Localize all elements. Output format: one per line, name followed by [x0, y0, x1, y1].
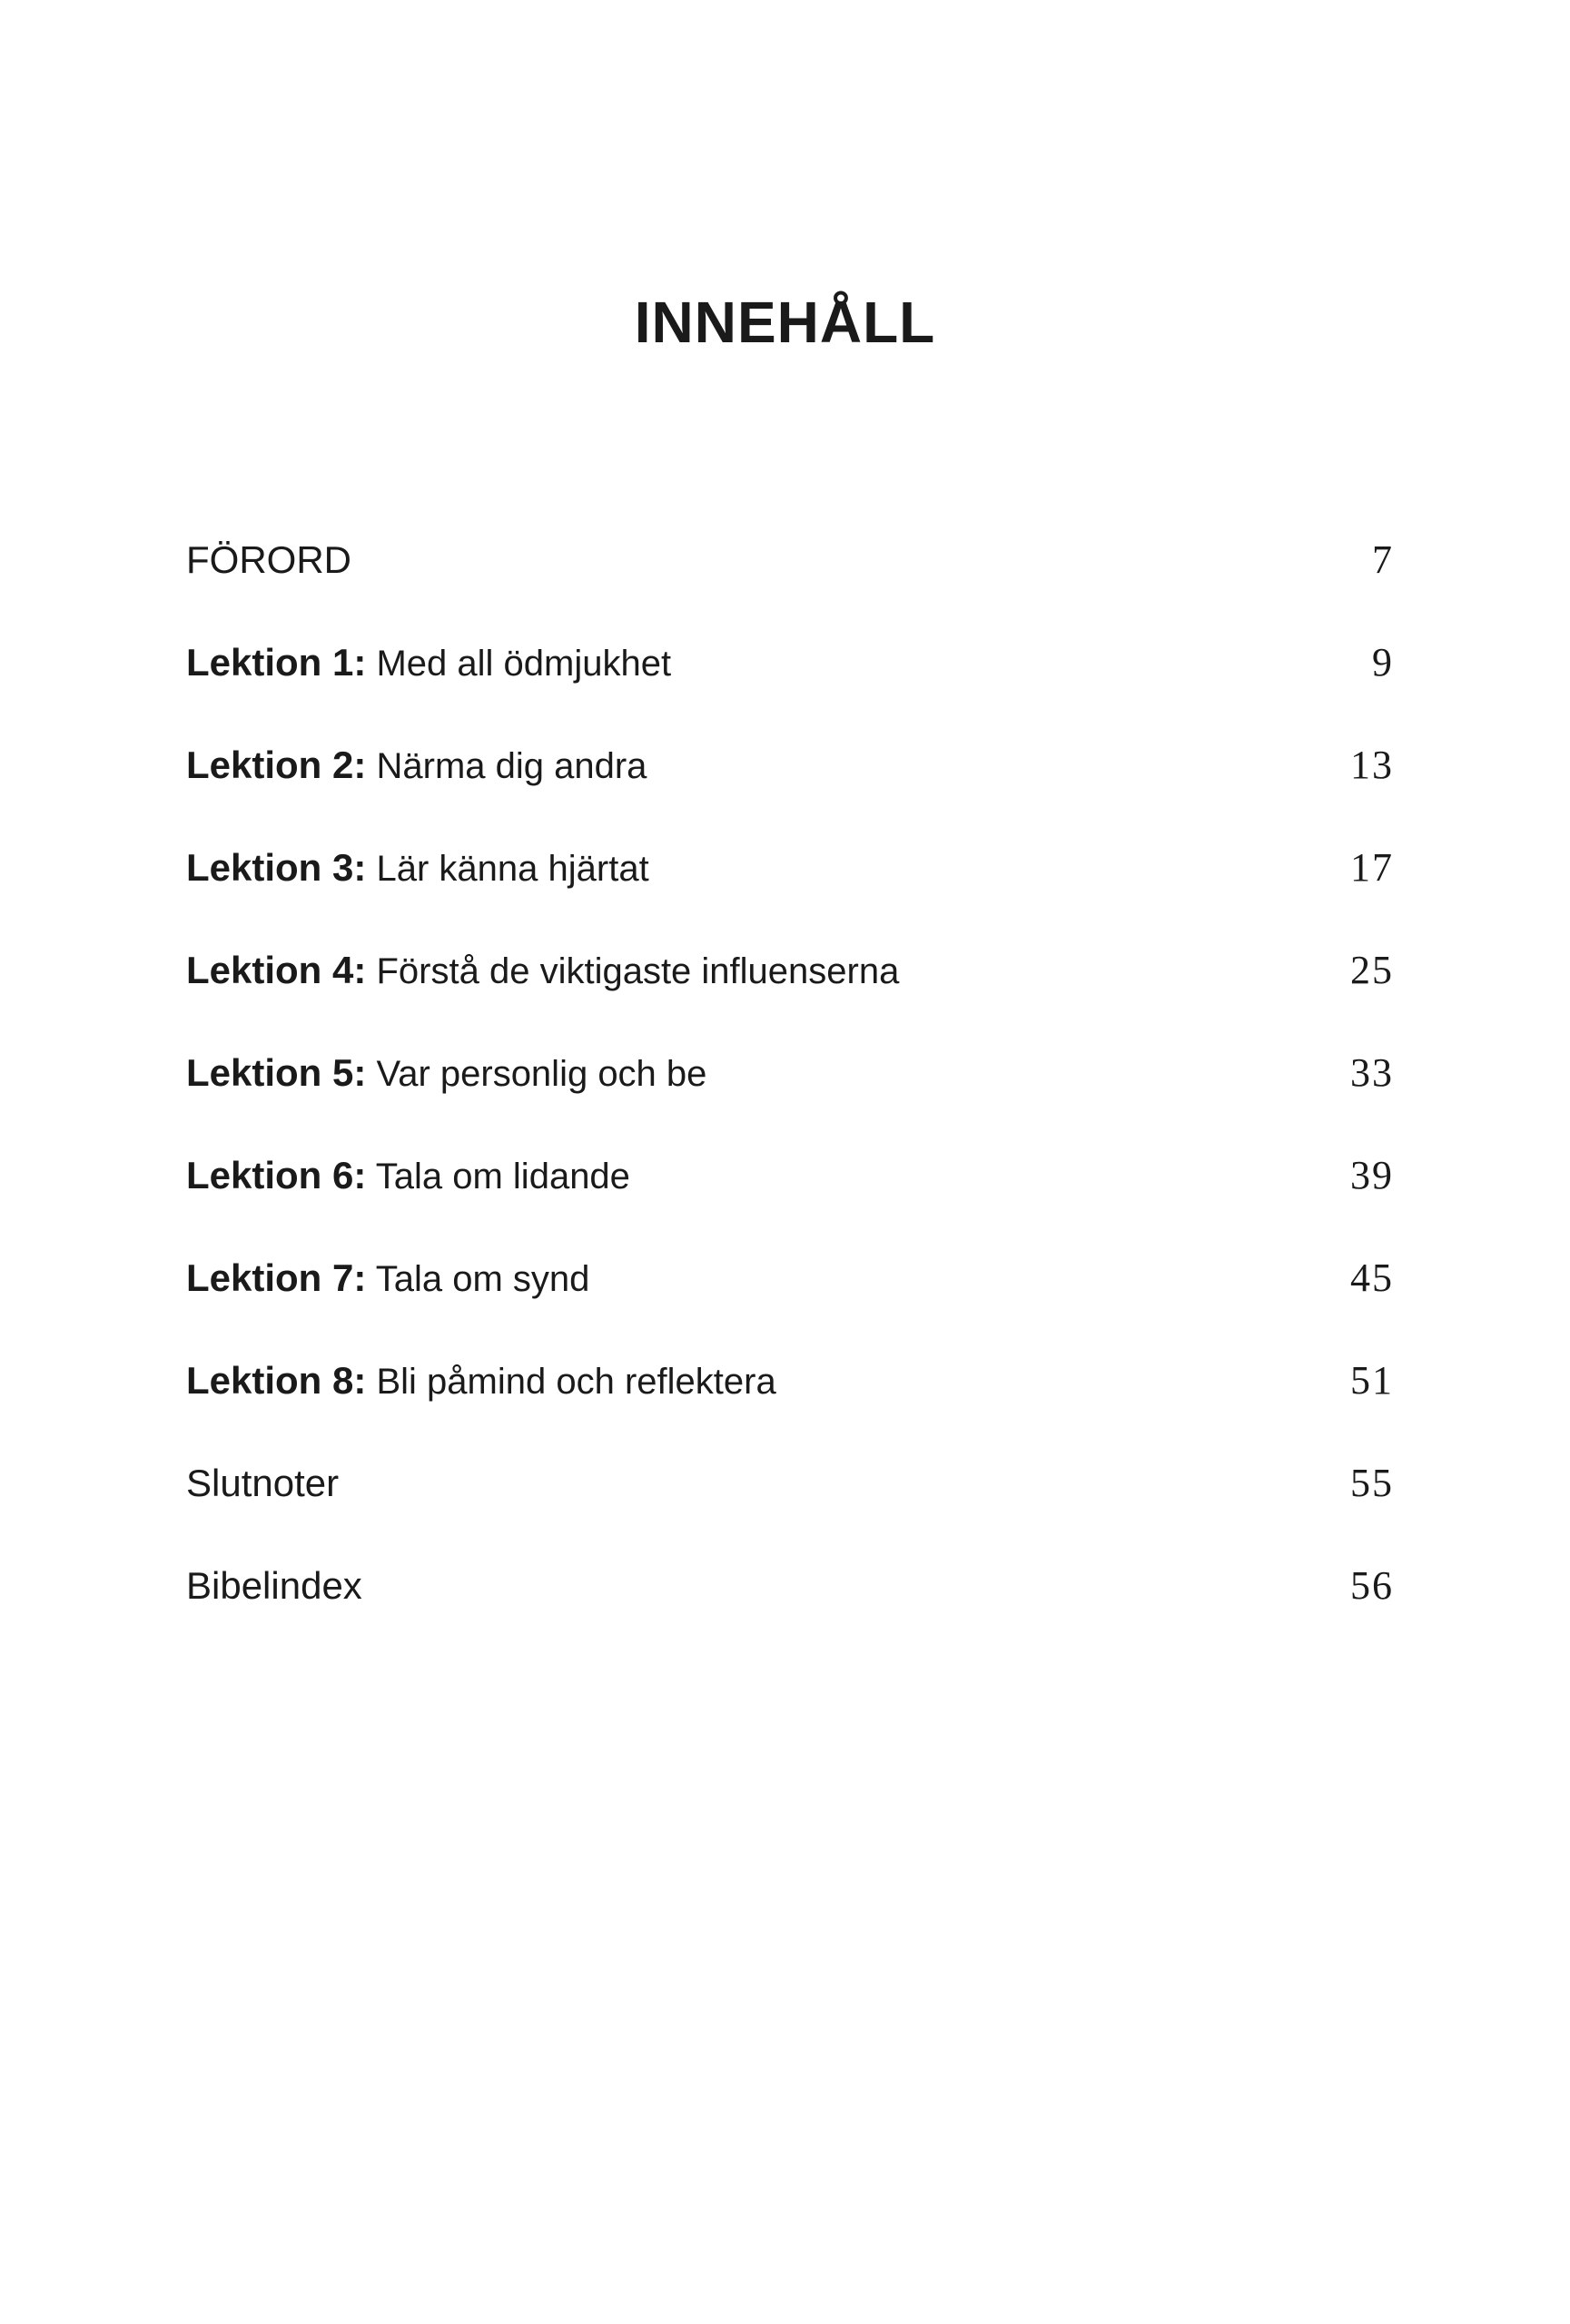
lesson-title: Närma dig andra: [376, 745, 647, 786]
lesson-number: Lektion 4:: [186, 948, 367, 991]
lesson-title: Tala om lidande: [375, 1156, 630, 1196]
lesson-number: Lektion 3:: [186, 845, 367, 889]
lesson-title: Tala om synd: [375, 1258, 590, 1299]
toc-page-number: 9: [1372, 640, 1394, 684]
lesson-number: Lektion 2:: [186, 743, 367, 786]
toc-entry-lesson-5[interactable]: [186, 1021, 1394, 1124]
lesson-title: Var personlig och be: [376, 1053, 707, 1094]
toc-page-number: 25: [1350, 948, 1394, 992]
toc-entry-label: [186, 1359, 776, 1403]
page-title: INNEHÅLL: [634, 290, 936, 355]
toc-entry-label: [186, 1256, 589, 1300]
toc-entry-label: FÖRORD: [186, 537, 351, 581]
toc-entry-lesson-1[interactable]: [186, 611, 1394, 714]
toc-entry-label: Slutnoter: [186, 1461, 340, 1504]
toc-page-number: 55: [1350, 1461, 1394, 1505]
lesson-number: Lektion 6:: [186, 1153, 367, 1196]
toc-page-number: 33: [1350, 1050, 1394, 1095]
toc-page-number: 39: [1350, 1153, 1394, 1197]
toc-entry-lesson-4[interactable]: [186, 919, 1394, 1021]
toc-entry-label: [186, 846, 649, 890]
toc-entry-lesson-3[interactable]: [186, 816, 1394, 919]
toc-entry-label: [186, 949, 899, 992]
toc-entry-label: [186, 1154, 630, 1197]
table-of-contents: [186, 508, 1394, 1637]
lesson-title: Lär känna hjärtat: [376, 848, 649, 889]
lesson-number: Lektion 5:: [186, 1050, 367, 1094]
lesson-number: Lektion 1:: [186, 640, 367, 684]
lesson-title: Med all ödmjukhet: [376, 643, 672, 684]
toc-page-number: 13: [1350, 743, 1394, 787]
toc-entry-lesson-7[interactable]: [186, 1226, 1394, 1329]
toc-page-number: 45: [1350, 1256, 1394, 1300]
toc-entry-lesson-6[interactable]: [186, 1124, 1394, 1226]
toc-entry-label: [186, 641, 671, 684]
toc-page-number: 17: [1350, 845, 1394, 890]
lesson-number: Lektion 8:: [186, 1358, 367, 1402]
toc-entry-label: [186, 743, 647, 787]
toc-entry-label: [186, 1051, 706, 1095]
lesson-number: Lektion 7:: [186, 1256, 367, 1299]
toc-entry-forord[interactable]: [186, 508, 1394, 611]
toc-page-number: 56: [1350, 1563, 1394, 1608]
toc-entry-bibelindex[interactable]: [186, 1534, 1394, 1637]
toc-entry-slutnoter[interactable]: [186, 1432, 1394, 1534]
toc-page-number: 51: [1350, 1358, 1394, 1403]
toc-page-number: 7: [1372, 537, 1394, 582]
lesson-title: Förstå de viktigaste influenserna: [376, 950, 900, 991]
toc-entry-lesson-8[interactable]: [186, 1329, 1394, 1432]
toc-entry-label: Bibelindex: [186, 1563, 362, 1607]
lesson-title: Bli påmind och reflektera: [376, 1361, 776, 1402]
toc-entry-lesson-2[interactable]: [186, 714, 1394, 816]
